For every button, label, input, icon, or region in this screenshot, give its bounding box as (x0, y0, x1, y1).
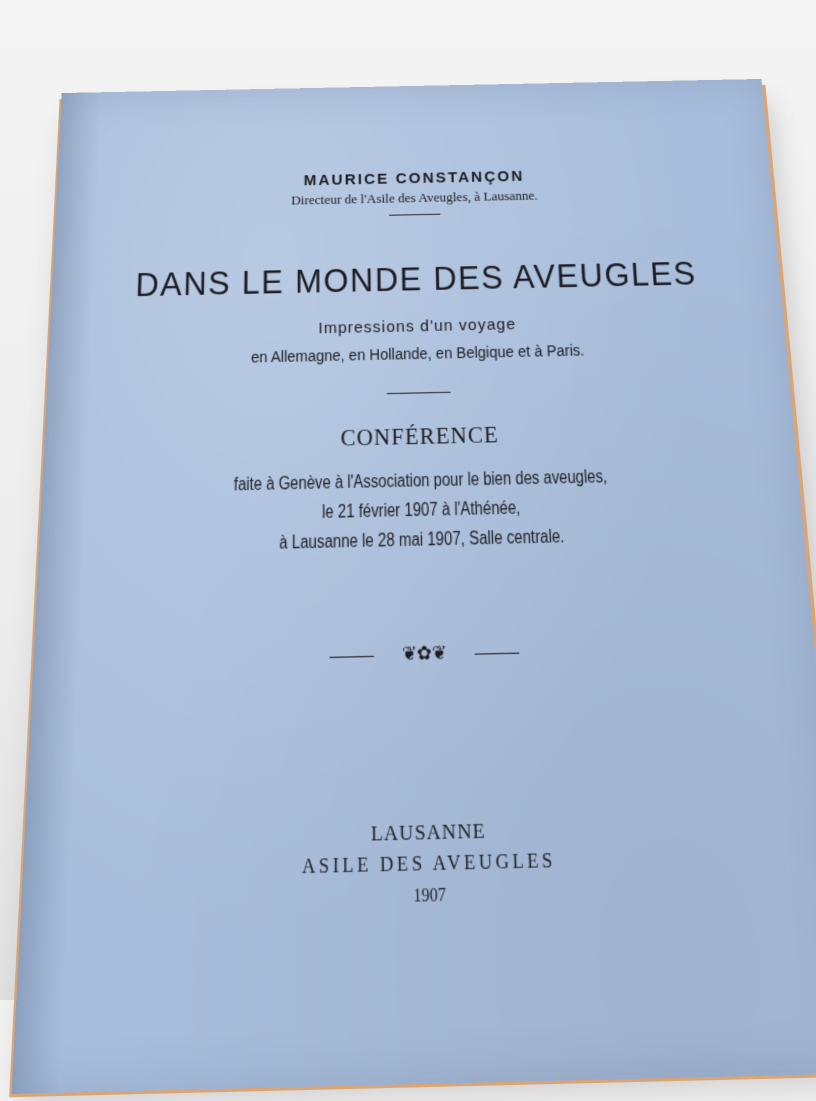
ornament-flourish: ❦✿❦ (401, 643, 448, 665)
spine-shading (12, 92, 102, 1094)
publisher-name: ASILE DES AVEUGLES (301, 850, 557, 879)
conference-line-3: à Lausanne le 28 mai 1907, Salle centrale. (279, 527, 565, 554)
divider-rule (389, 214, 440, 216)
book-cover (12, 79, 816, 1094)
floral-ornament-icon (329, 641, 519, 669)
subtitle-line-2: en Allemagne, en Hollande, en Belgique et à Paris. (251, 341, 585, 366)
conference-line-1: faite à Genève à l'Association pour le bien des aveugles, (233, 467, 608, 495)
conference-heading: CONFÉRENCE (340, 421, 500, 452)
publication-year: 1907 (413, 886, 447, 907)
book-title: DANS LE MONDE DES AVEUGLES (134, 255, 698, 304)
publication-city: LAUSANNE (370, 818, 487, 846)
divider-rule (387, 392, 451, 394)
author-name: MAURICE CONSTANÇON (303, 167, 525, 190)
ornament-rule-right (475, 653, 520, 655)
subtitle-line-1: Impressions d'un voyage (318, 315, 517, 338)
author-role: Directeur de l'Asile des Aveugles, à Lausanne. (291, 187, 538, 208)
conference-line-2: le 21 février 1907 à l'Athénée, (322, 498, 521, 523)
ornament-rule-left (329, 656, 374, 658)
